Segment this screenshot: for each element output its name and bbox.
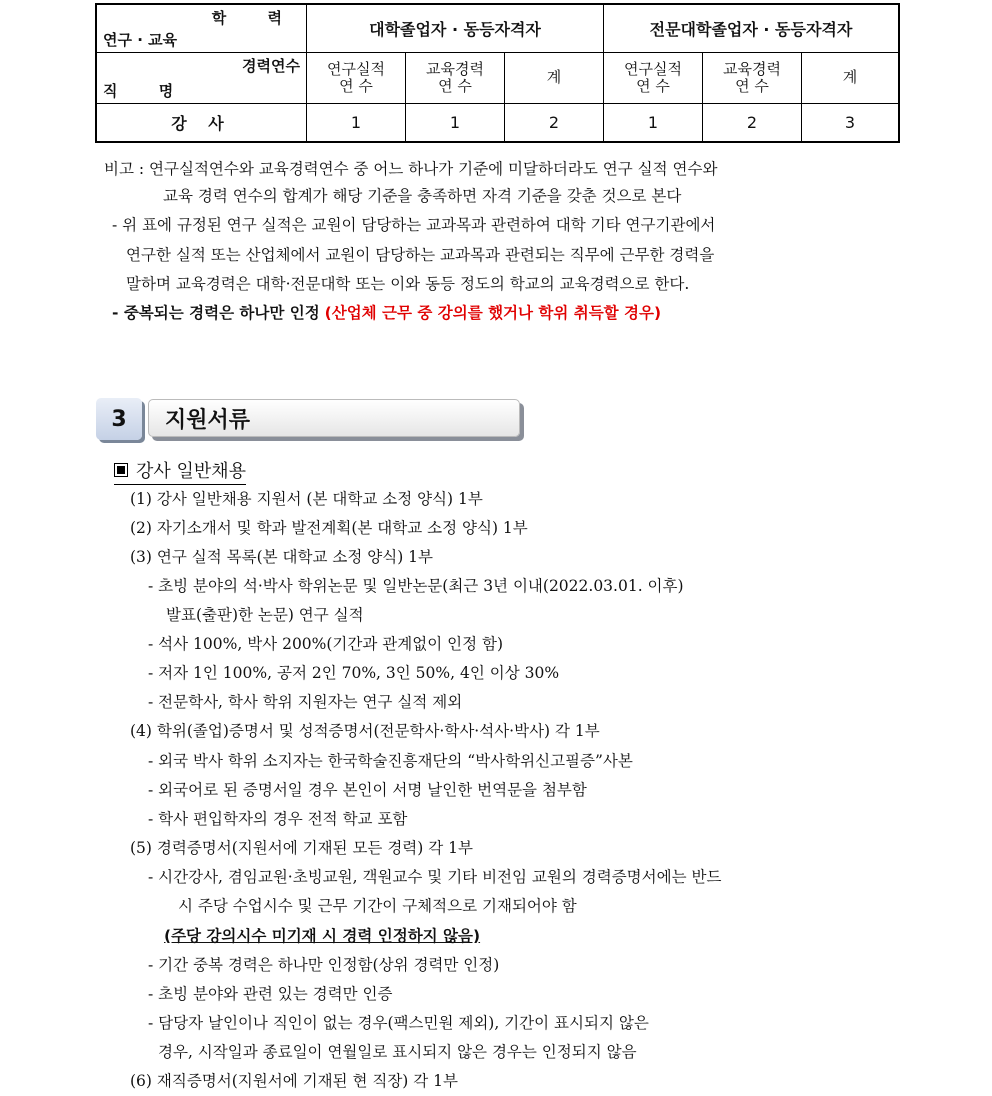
list-item: (4) 학위(졸업)증명서 및 성적증명서(전문학사·학사·석사·박사) 각 1부 bbox=[130, 722, 600, 740]
list-item: - 초빙 분야의 석·박사 학위논문 및 일반논문(최근 3년 이내(2022.03.01. 이후) bbox=[148, 577, 684, 595]
subsection-heading bbox=[114, 457, 246, 485]
section-title: 지원서류 bbox=[148, 399, 520, 437]
corner-bottom-label: 연구 · 교육 bbox=[103, 30, 178, 49]
list-item: - 담당자 날인이나 직인이 없는 경우(팩스민원 제외), 기간이 표시되지 않은 bbox=[148, 1014, 649, 1032]
col-teaching-years bbox=[703, 52, 802, 103]
col-research-years bbox=[604, 52, 703, 103]
col-total: 계 bbox=[505, 52, 604, 103]
list-item: 시 주당 수업시수 및 근무 기간이 구체적으로 기재되어야 함 bbox=[178, 897, 577, 915]
note-2c: 말하며 교육경력은 대학·전문대학 또는 이와 동등 정도의 학교의 교육경력으로 한다. bbox=[126, 275, 690, 293]
table-cell: 1 bbox=[307, 103, 406, 142]
note-3-red: (산업체 근무 중 강의를 했거나 학위 취득할 경우) bbox=[324, 304, 662, 322]
col-label-top: 교육경력 bbox=[426, 59, 484, 78]
col-teaching-years bbox=[406, 52, 505, 103]
qualification-table bbox=[95, 3, 900, 143]
list-item: (2) 자기소개서 및 학과 발전계획(본 대학교 소정 양식) 1부 bbox=[130, 519, 528, 537]
list-item: - 전문학사, 학사 학위 지원자는 연구 실적 제외 bbox=[148, 693, 463, 711]
list-item: - 외국어로 된 증명서일 경우 본인이 서명 날인한 번역문을 첨부함 bbox=[148, 781, 587, 799]
list-item-underlined: (주당 강의시수 미기재 시 경력 인정하지 않음) bbox=[164, 927, 481, 945]
group-header-college: 전문대학졸업자 · 동등자격자 bbox=[604, 4, 900, 52]
note-3 bbox=[112, 303, 661, 323]
table-cell: 2 bbox=[505, 103, 604, 142]
note-1b: 교육 경력 연수의 합계가 해당 기준을 충족하면 자격 기준을 갖춘 것으로 본다 bbox=[163, 187, 682, 205]
col-research-years bbox=[307, 52, 406, 103]
table-cell: 1 bbox=[604, 103, 703, 142]
table-cell: 2 bbox=[703, 103, 802, 142]
col-label-bottom: 연 수 bbox=[438, 76, 472, 95]
note-1a: 비고 : 연구실적연수와 교육경력연수 중 어느 하나가 기준에 미달하더라도 연구 실적 연수와 bbox=[104, 160, 718, 178]
table-corner-header bbox=[96, 4, 307, 52]
table-row2-header bbox=[96, 52, 307, 103]
subsection-heading-text: 강사 일반채용 bbox=[136, 461, 247, 482]
col-label-bottom: 연 수 bbox=[735, 76, 769, 95]
list-item: 발표(출판)한 논문) 연구 실적 bbox=[166, 606, 364, 624]
row2-top-label: 경력연수 bbox=[242, 56, 300, 75]
list-item: 경우, 시작일과 종료일이 연월일로 표시되지 않은 경우는 인정되지 않음 bbox=[158, 1043, 637, 1061]
col-label-top: 교육경력 bbox=[723, 59, 781, 78]
note-2a: - 위 표에 규정된 연구 실적은 교원이 담당하는 교과목과 관련하여 대학 기타 연구기관에서 bbox=[112, 216, 716, 234]
square-bullet-icon bbox=[114, 463, 128, 477]
corner-top-label: 학 력 bbox=[211, 9, 300, 27]
list-item: (6) 재직증명서(지원서에 기재된 현 직장) 각 1부 bbox=[130, 1072, 459, 1090]
note-3-bold: - 중복되는 경력은 하나만 인정 bbox=[112, 304, 320, 322]
col-label-top: 연구실적 bbox=[327, 59, 385, 78]
list-item: (5) 경력증명서(지원서에 기재된 모든 경력) 각 1부 bbox=[130, 839, 473, 857]
list-item: (1) 강사 일반채용 지원서 (본 대학교 소정 양식) 1부 bbox=[130, 490, 483, 508]
col-label-bottom: 연 수 bbox=[339, 76, 373, 95]
list-item: - 외국 박사 학위 소지자는 한국학술진흥재단의 “박사학위신고필증”사본 bbox=[148, 752, 633, 770]
section-number-badge: 3 bbox=[96, 398, 142, 440]
list-item: - 저자 1인 100%, 공저 2인 70%, 3인 50%, 4인 이상 30% bbox=[148, 664, 560, 682]
list-item: - 기간 중복 경력은 하나만 인정함(상위 경력만 인정) bbox=[148, 956, 500, 974]
col-label-bottom: 연 수 bbox=[636, 76, 670, 95]
list-item: - 초빙 분야와 관련 있는 경력만 인증 bbox=[148, 985, 393, 1003]
table-cell: 3 bbox=[802, 103, 900, 142]
list-item: - 학사 편입학자의 경우 전적 학교 포함 bbox=[148, 810, 408, 828]
table-cell: 1 bbox=[406, 103, 505, 142]
col-total: 계 bbox=[802, 52, 900, 103]
col-label-top: 연구실적 bbox=[624, 59, 682, 78]
row2-bottom-label: 직 명 bbox=[103, 81, 192, 100]
list-item: - 시간강사, 겸임교원·초빙교원, 객원교수 및 기타 비전임 교원의 경력증명서에는 반드 bbox=[148, 868, 722, 886]
list-item: - 석사 100%, 박사 200%(기간과 관계없이 인정 함) bbox=[148, 635, 503, 653]
note-2b: 연구한 실적 또는 산업체에서 교원이 담당하는 교과목과 관련되는 직무에 근무한 경력을 bbox=[126, 246, 715, 264]
group-header-university: 대학졸업자 · 동등자격자 bbox=[307, 4, 604, 52]
row-label-lecturer: 강 사 bbox=[96, 103, 307, 142]
list-item: (3) 연구 실적 목록(본 대학교 소정 양식) 1부 bbox=[130, 548, 433, 566]
